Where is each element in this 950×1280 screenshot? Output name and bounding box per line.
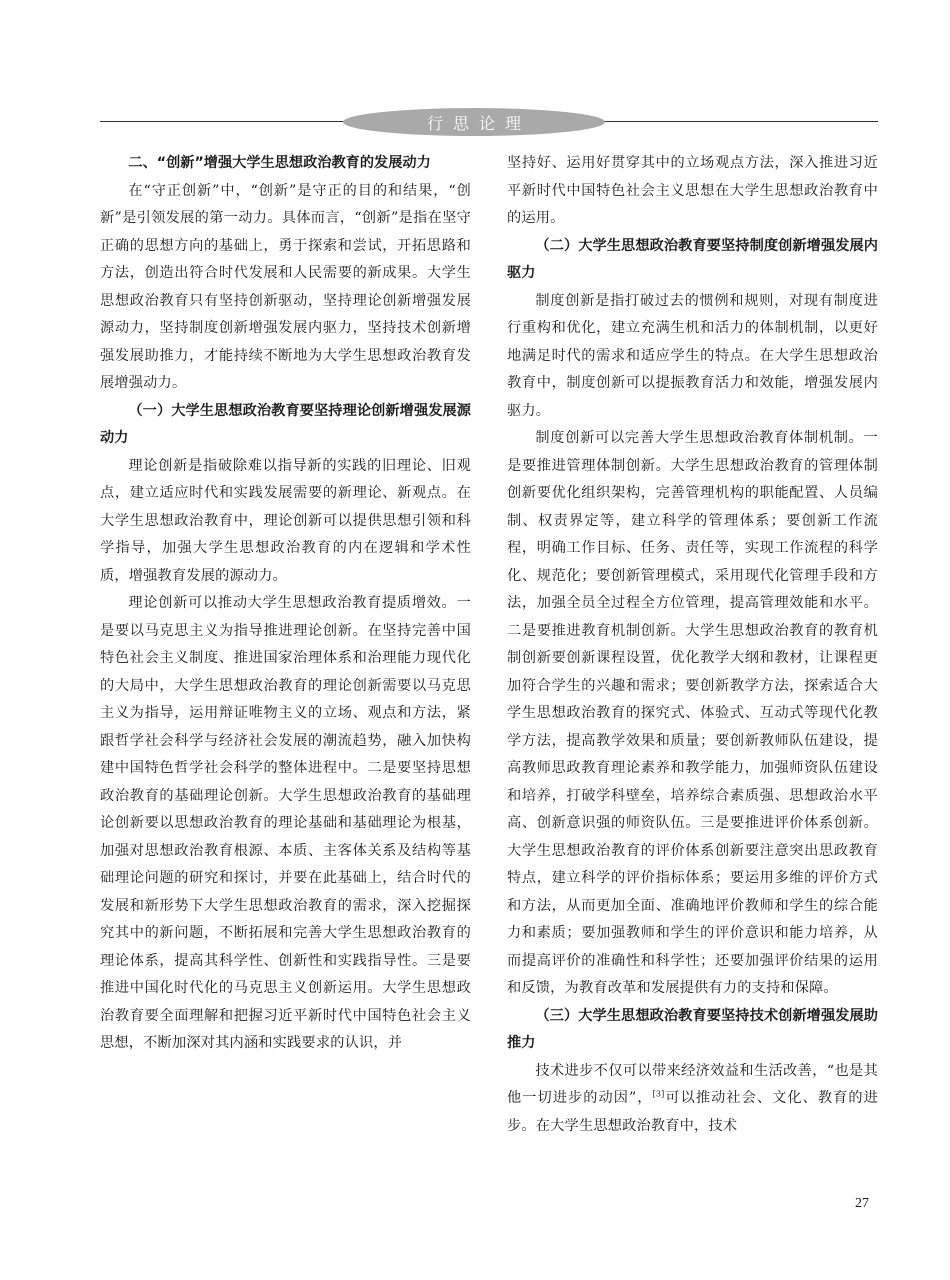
paragraph xyxy=(507,1058,878,1141)
section-label-badge xyxy=(343,108,605,136)
paragraph-text: 技术进步不仅可以带来经济效益和生活改善，“也是其他一切进步的动因”， xyxy=(507,1062,878,1106)
paragraph: 理论创新是指破除难以指导新的实践的旧理论、旧观点，建立适应时代和实践发展需要的新理论、新观点。在大学生思想政治教育中，理论创新可以提供思想引领和科学指导，加强大学生思想政治教育的内在逻辑和学术性质，增强教育发展的源动力。 xyxy=(100,457,471,584)
section-label: 行思论理 xyxy=(426,113,531,133)
paragraph: 在“守正创新”中，“创新”是守正的目的和结果，“创新”是引领发展的第一动力。具体而言，“创新”是指在坚守正确的思想方向的基础上，勇于探索和尝试，开拓思路和方法，创造出符合时代发展和人民需要的新成果。大学生思想政治教育只有坚持创新驱动，坚持理论创新增强发展源动力，坚持制度创新增强发展内驱力，坚持技术创新增强发展助推力，才能持续不断地为大学生思想政治教育发展增强动力。 xyxy=(100,182,471,391)
page-number: 27 xyxy=(855,1196,869,1211)
subsection-heading-technology: （三）大学生思想政治教育要坚持技术创新增强发展助推力 xyxy=(507,1007,878,1051)
left-column xyxy=(100,150,471,1058)
right-column xyxy=(507,150,878,1140)
citation-marker[interactable]: [3] xyxy=(652,1089,665,1099)
paragraph-text: 可以推动社会、文化、教育的进步。在大学生思想政治教育中，技术 xyxy=(507,1090,878,1134)
subsection-heading-theory: （一）大学生思想政治教育要坚持理论创新增强发展源动力 xyxy=(100,402,471,446)
paragraph: 理论创新可以推动大学生思想政治教育提质增效。一是要以马克思主义为指导推进理论创新。在坚持完善中国特色社会主义制度、推进国家治理体系和治理能力现代化的大局中，大学生思想政治教育的理论创新需要以马克思主义为指导，运用辩证唯物主义的立场、观点和方法，紧跟哲学社会科学与经济社会发展的潮流趋势，融入加快构建中国特色哲学社会科学的整体进程中。二是要坚持思想政治教育的基础理论创新。大学生思想政治教育的基础理论创新要以思想政治教育的理论基础和基础理论为根基，加强对思想政治教育根源、本质、主客体关系及结构等基础理论问题的研究和探讨，并要在此基础上，结合时代的发展和新形势下大学生思想政治教育的需求，深入挖掘探究其中的新问题，不断拓展和完善大学生思想政治教育的理论体系，提高其科学性、创新性和实践指导性。三是要推进中国化时代化的马克思主义创新运用。大学生思想政治教育要全面理解和把握习近平新时代中国特色社会主义思想，不断加深对其内涵和实践要求的认识，并 xyxy=(100,595,471,1051)
paragraph: 制度创新可以完善大学生思想政治教育体制机制。一是要推进管理体制创新。大学生思想政治教育的管理体制创新要优化组织架构，完善管理机构的职能配置、人员编制、权责界定等，建立科学的管理体系；要创新工作流程，明确工作目标、任务、责任等，实现工作流程的科学化、规范化；要创新管理模式，采用现代化管理手段和方法，加强全员全过程全方位管理，提高管理效能和水平。二是要推进教育机制创新。大学生思想政治教育的教育机制创新要创新课程设置，优化教学大纲和教材，让课程更加符合学生的兴趣和需求；要创新教学方法，探索适合大学生思想政治教育的探究式、体验式、互动式等现代化教学方法，提高教学效果和质量；要创新教师队伍建设，提高教师思政教育理论素养和教学能力，加强师资队伍建设和培养，打破学科壁垒，培养综合素质强、思想政治水平高、创新意识强的师资队伍。三是要推进评价体系创新。大学生思想政治教育的评价体系创新要注意突出思政教育特点，建立科学的评价指标体系；要运用多维的评价方式和方法，从而更加全面、准确地评价教师和学生的综合能力和素质；要加强教师和学生的评价意识和能力培养，从而提高评价的准确性和科学性；还要加强评价结果的运用和反馈，为教育改革和发展提供有力的支持和保障。 xyxy=(507,430,878,996)
paragraph-continued: 坚持好、运用好贯穿其中的立场观点方法，深入推进习近平新时代中国特色社会主义思想在大学生思想政治教育中的运用。 xyxy=(507,155,878,226)
subsection-heading-system: （二）大学生思想政治教育要坚持制度创新增强发展内驱力 xyxy=(507,237,878,281)
section-heading: 二、“创新”增强大学生思想政治教育的发展动力 xyxy=(128,155,431,171)
paragraph: 制度创新是指打破过去的惯例和规则，对现有制度进行重构和优化，建立充满生机和活力的体制机制，以更好地满足时代的需求和适应学生的特点。在大学生思想政治教育中，制度创新可以提振教育活力和效能，增强发展内驱力。 xyxy=(507,292,878,419)
